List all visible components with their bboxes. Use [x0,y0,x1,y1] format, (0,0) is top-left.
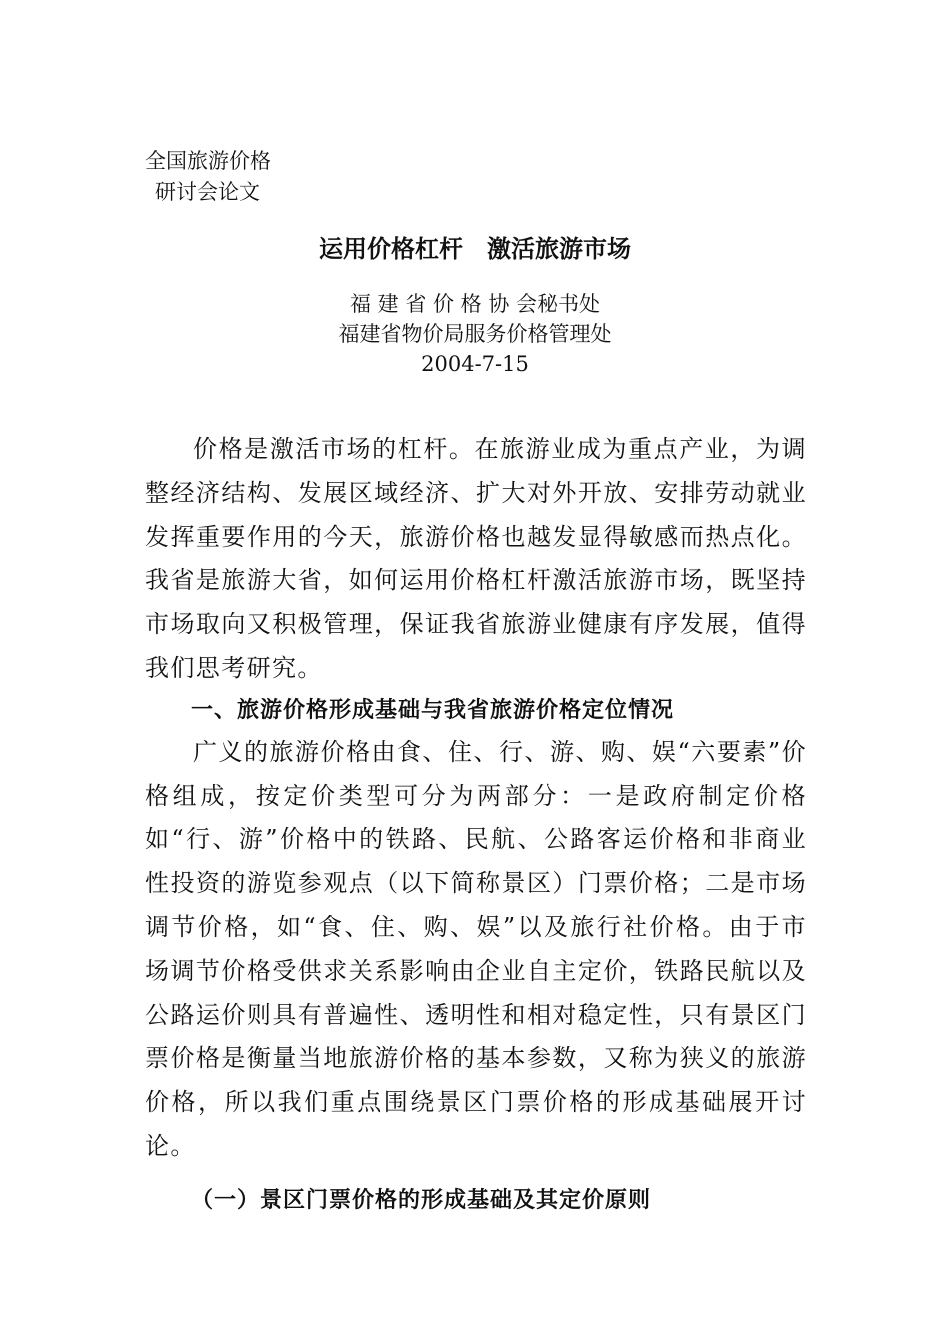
header-label-line1: 全国旅游价格 [145,149,271,173]
subsection-heading: （一）景区门票价格的形成基础及其定价原则 [191,1187,652,1213]
document-body [145,428,807,1221]
author-line1: 福 建 省 价 格 协 会秘书处 [349,292,601,316]
document-title: 运用价格杠杆 激活旅游市场 [319,235,631,263]
section-heading: 一、旅游价格形成基础与我省旅游价格定位情况 [191,697,675,723]
author-line2: 福建省物价局服务价格管理处 [338,322,612,346]
intro-paragraph: 价格是激活市场的杠杆。在旅游业成为重点产业，为调整经济结构、发展区域经济、扩大对外开放、安排劳动就业发挥重要作用的今天，旅游价格也越发显得敏感而热点化。我省是旅游大省，如何运用价格杠杆激活旅游市场，既坚持市场取向又积极管理，保证我省旅游业健康有序发展，值得我们思考研究。 [145,435,807,682]
header-label-line2: 研讨会论文 [155,180,260,204]
document-date: 2004-7-15 [421,352,529,376]
section-paragraph: 广义的旅游价格由食、住、行、游、购、娱“六要素”价格组成，按定价类型可分为两部分：一是政府制定价格如“行、游”价格中的铁路、民航、公路客运价格和非商业性投资的游览参观点（以下简称景区）门票价格；二是市场调节价格，如“食、住、购、娱”以及旅行社价格。由于市场调节价格受供求关系影响由企业自主定价，铁路民航以及公路运价则具有普遍性、透明性和相对稳定性，只有景区门票价格是衡量当地旅游价格的基本参数，又称为狭义的旅游价格，所以我们重点围绕景区门票价格的形成基础展开讨论。 [145,737,807,1160]
